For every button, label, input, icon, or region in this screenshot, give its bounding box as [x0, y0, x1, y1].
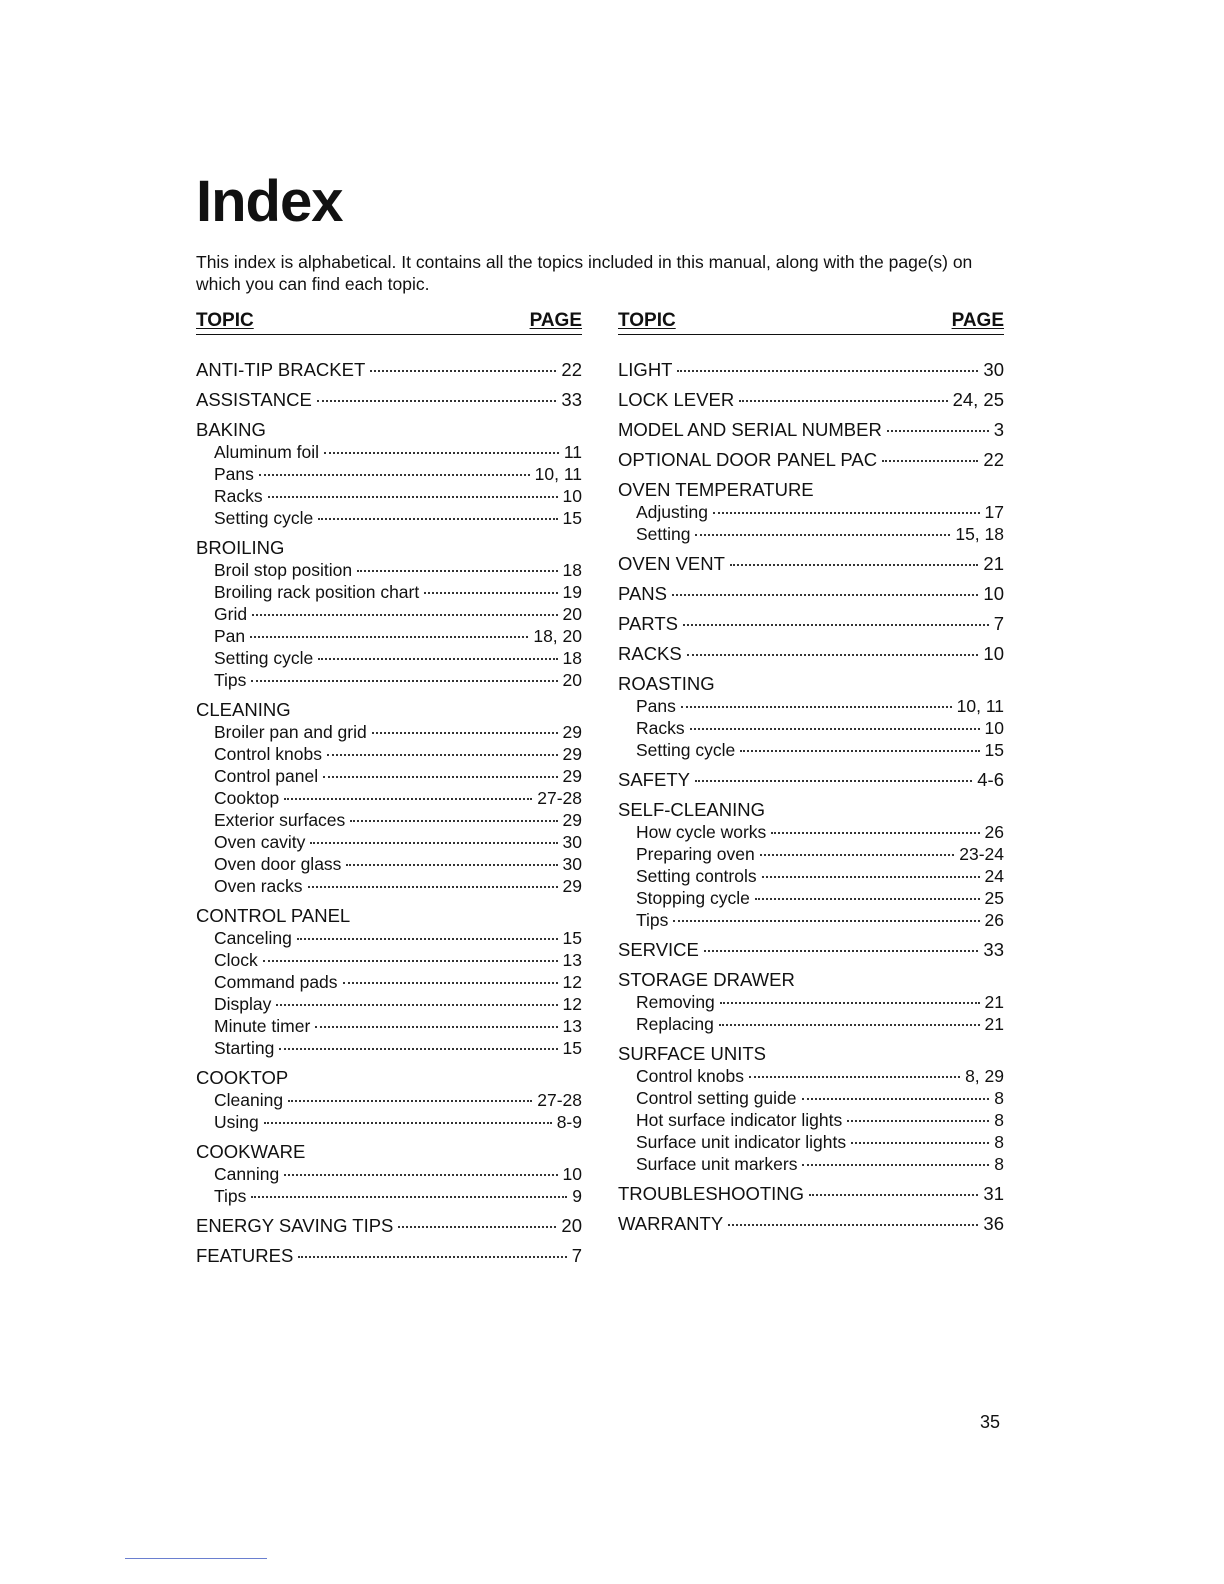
dot-leader — [323, 776, 557, 778]
index-subentry — [618, 739, 1004, 761]
index-subentry — [196, 507, 582, 529]
index-subentry — [196, 669, 582, 691]
entry-page: 18 — [562, 560, 582, 580]
entry-label: Broiling rack position chart — [214, 582, 420, 602]
dot-leader — [681, 706, 952, 708]
entry-page: 33 — [561, 389, 582, 410]
index-subentry — [196, 809, 582, 831]
entry-page: 36 — [983, 1213, 1004, 1234]
entry-label: OVEN VENT — [618, 553, 725, 574]
index-subentry — [618, 717, 1004, 739]
dot-leader — [719, 1024, 980, 1026]
entry-label: Setting cycle — [214, 648, 314, 668]
entry-page: 30 — [983, 359, 1004, 380]
index-group — [196, 905, 582, 1059]
entry-page: 22 — [983, 449, 1004, 470]
index-group — [618, 449, 1004, 471]
entry-page: 8, 29 — [965, 1066, 1004, 1086]
index-subentry — [196, 625, 582, 647]
entry-label: PANS — [618, 583, 668, 604]
index-subentry — [196, 1163, 582, 1185]
index-entries-left — [196, 359, 582, 1267]
entry-label: Oven door glass — [214, 854, 342, 874]
page-header: PAGE — [951, 310, 1004, 331]
index-subentry — [196, 971, 582, 993]
dot-leader — [310, 842, 557, 844]
column-header — [618, 310, 1004, 335]
entry-label: Setting cycle — [636, 740, 736, 760]
index-entry — [618, 553, 1004, 575]
index-subentry — [618, 865, 1004, 887]
entry-page: 10 — [984, 718, 1004, 738]
entry-page: 15 — [984, 740, 1004, 760]
index-heading: SELF-CLEANING — [618, 799, 766, 820]
entry-page: 19 — [562, 582, 582, 602]
index-group — [618, 613, 1004, 635]
entry-page: 10 — [562, 1164, 582, 1184]
dot-leader — [268, 496, 558, 498]
entry-page: 22 — [561, 359, 582, 380]
dot-leader — [882, 460, 978, 462]
index-entries-right — [618, 359, 1004, 1235]
index-group — [618, 769, 1004, 791]
entry-page: 13 — [562, 950, 582, 970]
dot-leader — [343, 982, 558, 984]
index-subentry — [196, 1185, 582, 1207]
entry-label: Preparing oven — [636, 844, 755, 864]
entry-page: 20 — [562, 604, 582, 624]
entry-label: SAFETY — [618, 769, 690, 790]
index-group — [618, 553, 1004, 575]
index-subentry — [196, 993, 582, 1015]
entry-page: 31 — [983, 1183, 1004, 1204]
index-entry — [196, 389, 582, 411]
index-subentry — [618, 1013, 1004, 1035]
index-entry — [196, 1245, 582, 1267]
entry-page: 12 — [562, 972, 582, 992]
index-subentry — [618, 523, 1004, 545]
page-number: 35 — [980, 1412, 1001, 1432]
entry-page: 20 — [561, 1215, 582, 1236]
index-group — [196, 1141, 582, 1207]
entry-page: 15 — [562, 1038, 582, 1058]
index-group — [618, 969, 1004, 1035]
dot-leader — [704, 950, 979, 952]
topic-header: TOPIC — [196, 310, 254, 331]
entry-label: How cycle works — [636, 822, 767, 842]
page-header: PAGE — [529, 310, 582, 331]
index-subentry — [196, 485, 582, 507]
index-subentry — [196, 1111, 582, 1133]
entry-label: Command pads — [214, 972, 338, 992]
dot-leader — [315, 1026, 557, 1028]
entry-page: 21 — [984, 992, 1004, 1012]
index-heading: CLEANING — [196, 699, 291, 720]
entry-label: Racks — [636, 718, 685, 738]
entry-page: 29 — [562, 876, 582, 896]
entry-page: 8-9 — [556, 1112, 582, 1132]
index-subentry — [618, 991, 1004, 1013]
entry-page: 24 — [984, 866, 1004, 886]
index-group — [618, 1043, 1004, 1175]
index-group — [196, 537, 582, 691]
index-group — [618, 799, 1004, 931]
entry-label: Hot surface indicator lights — [636, 1110, 843, 1130]
index-entry — [618, 939, 1004, 961]
entry-label: Control setting guide — [636, 1088, 797, 1108]
entry-page: 7 — [993, 613, 1004, 634]
entry-label: ENERGY SAVING TIPS — [196, 1215, 394, 1236]
entry-label: Tips — [214, 670, 247, 690]
index-column-left — [196, 310, 582, 1275]
entry-label: Starting — [214, 1038, 275, 1058]
dot-leader — [695, 780, 972, 782]
index-subentry — [196, 603, 582, 625]
dot-leader — [318, 658, 557, 660]
index-entry — [618, 583, 1004, 605]
entry-page: 8 — [994, 1088, 1004, 1108]
index-subentry — [618, 501, 1004, 523]
index-entry — [196, 359, 582, 381]
entry-label: Control panel — [214, 766, 319, 786]
index-group — [618, 389, 1004, 411]
index-group — [196, 1245, 582, 1267]
dot-leader — [327, 754, 558, 756]
entry-label: FEATURES — [196, 1245, 294, 1266]
dot-leader — [298, 1256, 566, 1258]
index-subentry — [196, 581, 582, 603]
index-subentry — [196, 647, 582, 669]
entry-label: Cooktop — [214, 788, 280, 808]
entry-page: 10 — [983, 583, 1004, 604]
entry-page: 27-28 — [537, 788, 582, 808]
dot-leader — [672, 594, 978, 596]
index-group — [618, 673, 1004, 761]
entry-label: Control knobs — [214, 744, 322, 764]
entry-page: 11 — [563, 442, 582, 462]
entry-label: Control knobs — [636, 1066, 744, 1086]
index-group — [618, 583, 1004, 605]
dot-leader — [324, 452, 559, 454]
index-heading: SURFACE UNITS — [618, 1043, 767, 1064]
dot-leader — [760, 854, 955, 856]
entry-page: 30 — [562, 854, 582, 874]
dot-leader — [250, 636, 528, 638]
entry-label: Oven cavity — [214, 832, 306, 852]
index-heading: BAKING — [196, 419, 266, 440]
entry-page: 17 — [984, 502, 1004, 522]
dot-leader — [771, 832, 979, 834]
index-group — [196, 359, 582, 381]
dot-leader — [802, 1098, 990, 1100]
dot-leader — [739, 400, 947, 402]
entry-page: 20 — [562, 670, 582, 690]
index-subentry — [618, 909, 1004, 931]
dot-leader — [809, 1194, 978, 1196]
index-group — [618, 419, 1004, 441]
dot-leader — [690, 728, 980, 730]
dot-leader — [372, 732, 558, 734]
entry-page: 26 — [984, 822, 1004, 842]
index-group — [618, 359, 1004, 381]
index-subentry — [196, 441, 582, 463]
dot-leader — [284, 1174, 557, 1176]
entry-label: Exterior surfaces — [214, 810, 346, 830]
entry-label: Canning — [214, 1164, 280, 1184]
entry-label: RACKS — [618, 643, 682, 664]
dot-leader — [317, 400, 557, 402]
entry-page: 10 — [562, 486, 582, 506]
index-subentry — [196, 831, 582, 853]
dot-leader — [851, 1142, 989, 1144]
dot-leader — [259, 474, 530, 476]
entry-label: ASSISTANCE — [196, 389, 312, 410]
entry-page: 12 — [562, 994, 582, 1014]
dot-leader — [346, 864, 557, 866]
entry-page: 15 — [562, 928, 582, 948]
index-entry — [618, 389, 1004, 411]
entry-label: Broil stop position — [214, 560, 353, 580]
index-entry — [618, 1183, 1004, 1205]
dot-leader — [695, 534, 950, 536]
entry-page: 27-28 — [537, 1090, 582, 1110]
index-entry — [618, 613, 1004, 635]
index-subentry — [618, 821, 1004, 843]
dot-leader — [683, 624, 989, 626]
entry-page: 26 — [984, 910, 1004, 930]
index-entry — [196, 1215, 582, 1237]
entry-page: 23-24 — [959, 844, 1004, 864]
topic-header: TOPIC — [618, 310, 676, 331]
entry-page: 8 — [994, 1154, 1004, 1174]
entry-page: 33 — [983, 939, 1004, 960]
dot-leader — [276, 1004, 557, 1006]
index-subentry — [196, 743, 582, 765]
dot-leader — [749, 1076, 960, 1078]
index-heading: ROASTING — [618, 673, 715, 694]
index-heading: OVEN TEMPERATURE — [618, 479, 814, 500]
column-header — [196, 310, 582, 335]
entry-label: Tips — [636, 910, 669, 930]
index-entry — [618, 419, 1004, 441]
entry-label: Setting cycle — [214, 508, 314, 528]
dot-leader — [713, 512, 980, 514]
entry-label: Pan — [214, 626, 246, 646]
entry-page: 8 — [994, 1132, 1004, 1152]
index-group — [196, 419, 582, 529]
entry-label: TROUBLESHOOTING — [618, 1183, 805, 1204]
entry-page: 15 — [562, 508, 582, 528]
index-group — [618, 643, 1004, 665]
dot-leader — [728, 1224, 978, 1226]
dot-leader — [318, 518, 557, 520]
dot-leader — [802, 1164, 989, 1166]
entry-label: Tips — [214, 1186, 247, 1206]
index-subentry — [196, 927, 582, 949]
index-subentry — [196, 875, 582, 897]
dot-leader — [677, 370, 978, 372]
index-heading: BROILING — [196, 537, 285, 558]
index-subentry — [618, 1109, 1004, 1131]
footer-rule — [125, 1558, 267, 1559]
index-subentry — [618, 695, 1004, 717]
index-entry — [618, 643, 1004, 665]
index-subentry — [196, 787, 582, 809]
entry-label: Racks — [214, 486, 263, 506]
index-group — [618, 939, 1004, 961]
entry-page: 15, 18 — [955, 524, 1004, 544]
index-heading: STORAGE DRAWER — [618, 969, 795, 990]
index-group — [618, 1213, 1004, 1235]
intro-text: This index is alphabetical. It contains all the topics included in this manual, along with the page(s) on which you can find each topic. — [196, 252, 973, 294]
dot-leader — [730, 564, 979, 566]
index-group — [618, 1183, 1004, 1205]
index-group — [196, 1215, 582, 1237]
dot-leader — [762, 876, 980, 878]
entry-page: 10 — [983, 643, 1004, 664]
index-subentry — [196, 559, 582, 581]
index-group — [196, 1067, 582, 1133]
dot-leader — [284, 798, 532, 800]
index-heading: COOKWARE — [196, 1141, 306, 1162]
index-subentry — [196, 1089, 582, 1111]
entry-label: Broiler pan and grid — [214, 722, 367, 742]
entry-page: 30 — [562, 832, 582, 852]
entry-page: 13 — [562, 1016, 582, 1036]
entry-page: 24, 25 — [952, 389, 1004, 410]
dot-leader — [673, 920, 979, 922]
entry-page: 18, 20 — [533, 626, 582, 646]
index-subentry — [196, 949, 582, 971]
index-subentry — [618, 1153, 1004, 1175]
index-subentry — [618, 1131, 1004, 1153]
dot-leader — [720, 1002, 980, 1004]
entry-label: Replacing — [636, 1014, 714, 1034]
dot-leader — [288, 1100, 532, 1102]
index-subentry — [196, 853, 582, 875]
index-subentry — [618, 1087, 1004, 1109]
dot-leader — [252, 614, 557, 616]
index-subentry — [618, 1065, 1004, 1087]
entry-label: Stopping cycle — [636, 888, 750, 908]
entry-label: Setting — [636, 524, 691, 544]
index-entry — [618, 1213, 1004, 1235]
dot-leader — [357, 570, 557, 572]
index-subentry — [618, 887, 1004, 909]
dot-leader — [251, 680, 557, 682]
entry-label: Adjusting — [636, 502, 708, 522]
entry-page: 21 — [983, 553, 1004, 574]
dot-leader — [398, 1226, 556, 1228]
entry-label: Canceling — [214, 928, 292, 948]
dot-leader — [424, 592, 557, 594]
index-subentry — [196, 721, 582, 743]
index-group — [618, 479, 1004, 545]
entry-page: 8 — [994, 1110, 1004, 1130]
index-column-right — [618, 310, 1004, 1243]
entry-page: 7 — [571, 1245, 582, 1266]
entry-label: PARTS — [618, 613, 678, 634]
entry-page: 3 — [993, 419, 1004, 440]
dot-leader — [350, 820, 557, 822]
index-group — [196, 389, 582, 411]
dot-leader — [308, 886, 558, 888]
index-heading: CONTROL PANEL — [196, 905, 351, 926]
entry-label: Using — [214, 1112, 259, 1132]
entry-page: 4-6 — [977, 769, 1004, 790]
entry-label: Oven racks — [214, 876, 303, 896]
entry-label: Minute timer — [214, 1016, 311, 1036]
entry-page: 29 — [562, 722, 582, 742]
entry-label: Surface unit markers — [636, 1154, 798, 1174]
entry-label: OPTIONAL DOOR PANEL PAC — [618, 449, 878, 470]
entry-label: Removing — [636, 992, 715, 1012]
dot-leader — [370, 370, 556, 372]
entry-label: Grid — [214, 604, 248, 624]
index-entry — [618, 359, 1004, 381]
index-group — [196, 699, 582, 897]
entry-page: 29 — [562, 810, 582, 830]
page-title: Index — [196, 169, 343, 234]
index-subentry — [618, 843, 1004, 865]
entry-label: Setting controls — [636, 866, 757, 886]
dot-leader — [263, 960, 558, 962]
entry-page: 10, 11 — [534, 464, 582, 484]
entry-label: Pans — [214, 464, 254, 484]
entry-page: 29 — [562, 766, 582, 786]
entry-label: MODEL AND SERIAL NUMBER — [618, 419, 882, 440]
dot-leader — [279, 1048, 557, 1050]
entry-page: 10, 11 — [956, 696, 1004, 716]
index-subentry — [196, 1037, 582, 1059]
index-subentry — [196, 463, 582, 485]
index-entry — [618, 769, 1004, 791]
dot-leader — [887, 430, 989, 432]
entry-page: 25 — [984, 888, 1004, 908]
dot-leader — [251, 1196, 567, 1198]
entry-label: Display — [214, 994, 272, 1014]
dot-leader — [755, 898, 980, 900]
entry-label: LIGHT — [618, 359, 673, 380]
entry-label: ANTI-TIP BRACKET — [196, 359, 366, 380]
entry-label: WARRANTY — [618, 1213, 724, 1234]
entry-page: 21 — [984, 1014, 1004, 1034]
dot-leader — [687, 654, 979, 656]
entry-label: LOCK LEVER — [618, 389, 735, 410]
entry-label: Clock — [214, 950, 258, 970]
index-subentry — [196, 1015, 582, 1037]
entry-page: 18 — [562, 648, 582, 668]
entry-label: SERVICE — [618, 939, 699, 960]
dot-leader — [740, 750, 979, 752]
entry-label: Surface unit indicator lights — [636, 1132, 847, 1152]
dot-leader — [264, 1122, 552, 1124]
entry-page: 9 — [572, 1186, 582, 1206]
entry-label: Cleaning — [214, 1090, 284, 1110]
index-subentry — [196, 765, 582, 787]
dot-leader — [847, 1120, 989, 1122]
dot-leader — [297, 938, 558, 940]
entry-label: Aluminum foil — [214, 442, 320, 462]
entry-page: 29 — [562, 744, 582, 764]
index-entry — [618, 449, 1004, 471]
entry-label: Pans — [636, 696, 676, 716]
index-heading: COOKTOP — [196, 1067, 289, 1088]
